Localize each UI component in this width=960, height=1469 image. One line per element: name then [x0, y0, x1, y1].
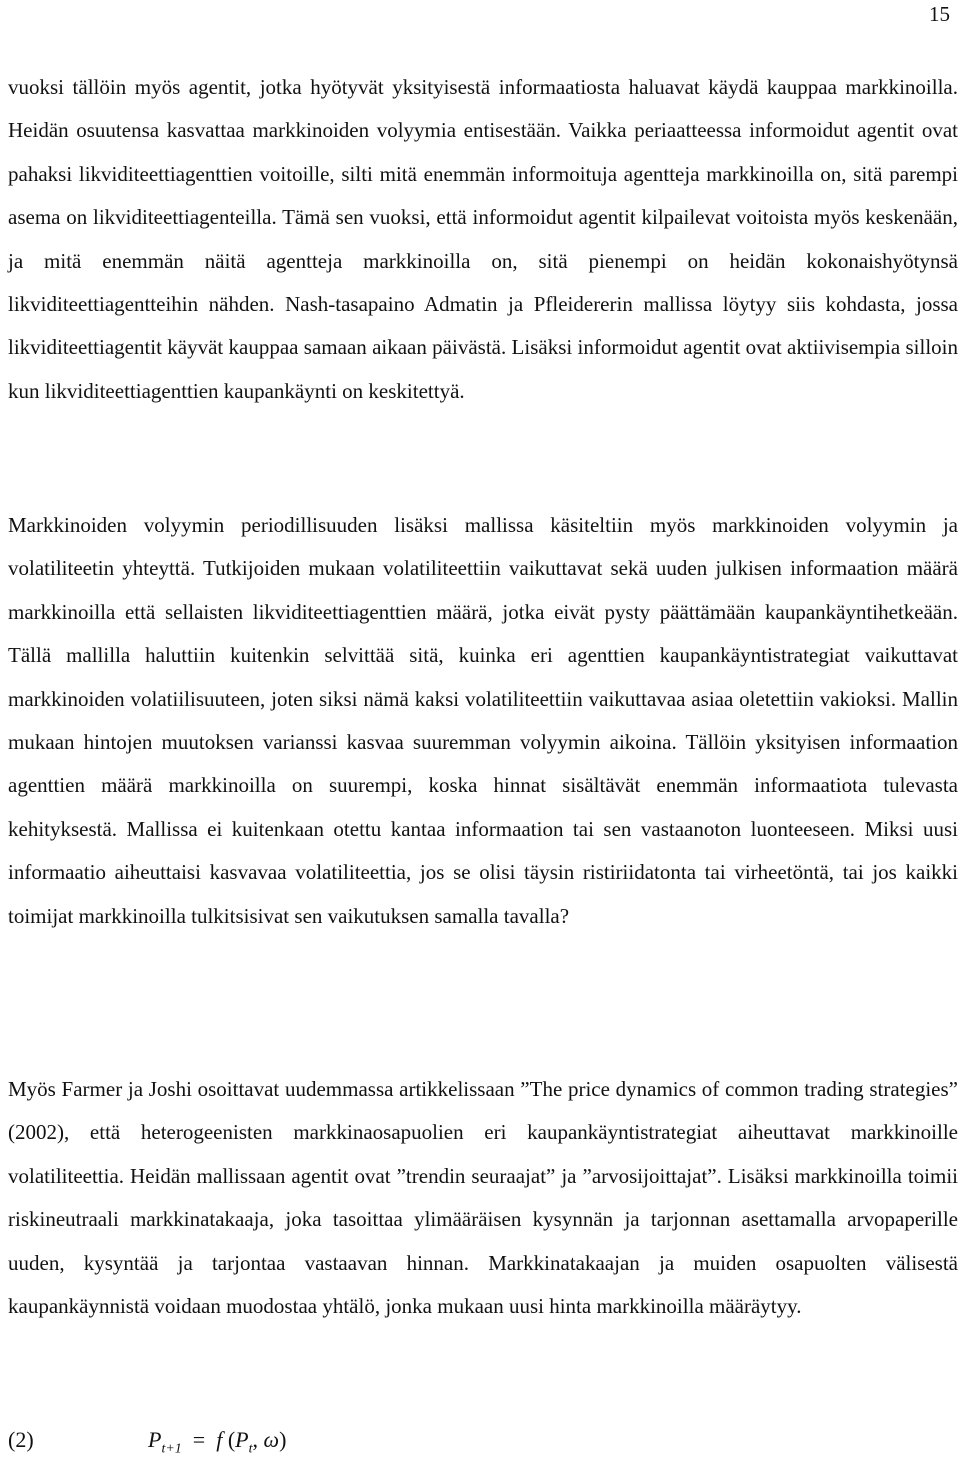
- eq-arg-subscript: t: [248, 1441, 253, 1457]
- eq-equals: =: [192, 1427, 206, 1452]
- eq-lhs-subscript: t+1: [161, 1441, 182, 1457]
- equation-number: (2): [8, 1427, 34, 1452]
- page-number: 15: [929, 2, 950, 26]
- paragraph-3: Myös Farmer ja Joshi osoittavat uudemmassa artikkelissaan ”The price dynamics of common trading strategies” (2002), että heterogeenisten markkinaosapuolien eri kaupankäyntistrategiat aiheuttavat markkinoille volatiliteettia. Heidän mallissaan agentit ovat ”trendin seuraajat” ja ”arvosijoittajat”. Lisäksi markkinoilla toimii riskineutraali markkinatakaaja, joka tasoittaa ylimääräisen kysynnän ja tarjonnan asettamalla arvopaperille uuden, kysyntää ja tarjontaa vastaavan hinnan. Markkinatakaajan ja muiden osapuolten välisestä kaupankäynnistä voidaan muodostaa yhtälö, jonka mukaan uusi hinta markkinoilla määräytyy.: [8, 1077, 958, 1319]
- eq-arg-symbol: P: [235, 1427, 249, 1452]
- eq-lhs-symbol: P: [148, 1427, 162, 1452]
- paragraph-1: vuoksi tällöin myös agentit, jotka hyötyvät yksityisestä informaatiosta haluavat käydä kauppaa markkinoilla. Heidän osuutensa kasvattaa markkinoiden volyymia entisestään. Vaikka periaatteessa informoidut agentit ovat pahaksi likviditeettiagenttien voitoille, silti mitä enemmän informoituja agentteja markkinoilla on, sitä parempi asema on likviditeettiagenteilla. Tämä sen vuoksi, että informoidut agentit kilpailevat voitoista myös keskenään, ja mitä enemmän näitä agentteja markkinoilla on, sitä pienempi on heidän kokonaishyötynsä likviditeettiagentteihin nähden. Nash-tasapaino Admatin ja Pfleidererin mallissa löytyy siis kohdasta, jossa likviditeettiagentit käyvät kauppaa samaan aikaan päivästä. Lisäksi informoidut agentit ovat aktiivisempia silloin kun likviditeettiagenttien kaupankäynti on keskitettyä.: [8, 75, 958, 403]
- eq-close-paren: ): [279, 1427, 287, 1452]
- eq-open-paren: (: [227, 1427, 236, 1452]
- eq-omega: ω: [263, 1427, 280, 1452]
- eq-function: f: [216, 1427, 223, 1452]
- eq-separator: ,: [252, 1427, 259, 1452]
- paragraph-2: Markkinoiden volyymin periodillisuuden lisäksi mallissa käsiteltiin myös markkinoiden volyymin ja volatiliteetin yhteyttä. Tutkijoiden mukaan volatiliteettiin vaikuttavat sekä uuden julkisen informaation määrä markkinoilla että sellaisten likviditeettiagenttien määrä, jotka eivät pysty päättämään kaupankäyntihetkeään. Tällä mallilla haluttiin kuitenkin selvittää sitä, kuinka eri agenttien kaupankäyntistrategiat vaikuttavat markkinoiden volatiilisuuteen, joten siksi nämä kaksi volatiliteettiin vaikuttavaa asiaa oletettiin vakioksi. Mallin mukaan hintojen muutoksen varianssi kasvaa suuremman volyymin aikoina. Tällöin yksityisen informaation agenttien määrä markkinoilla on suurempi, koska hinnat sisältävät enemmän informaatiota tulevasta kehityksestä. Mallissa ei kuitenkaan otettu kantaa informaation tai sen vastaanoton luonteeseen. Miksi uusi informaatio aiheuttaisi kasvavaa volatiliteettia, jos se olisi täysin ristiriidatonta tai virheetöntä, tai jos kaikki toimijat markkinoilla tulkitsisivat sen vaikutuksen samalla tavalla?: [8, 513, 958, 928]
- equation-body: [148, 1420, 286, 1469]
